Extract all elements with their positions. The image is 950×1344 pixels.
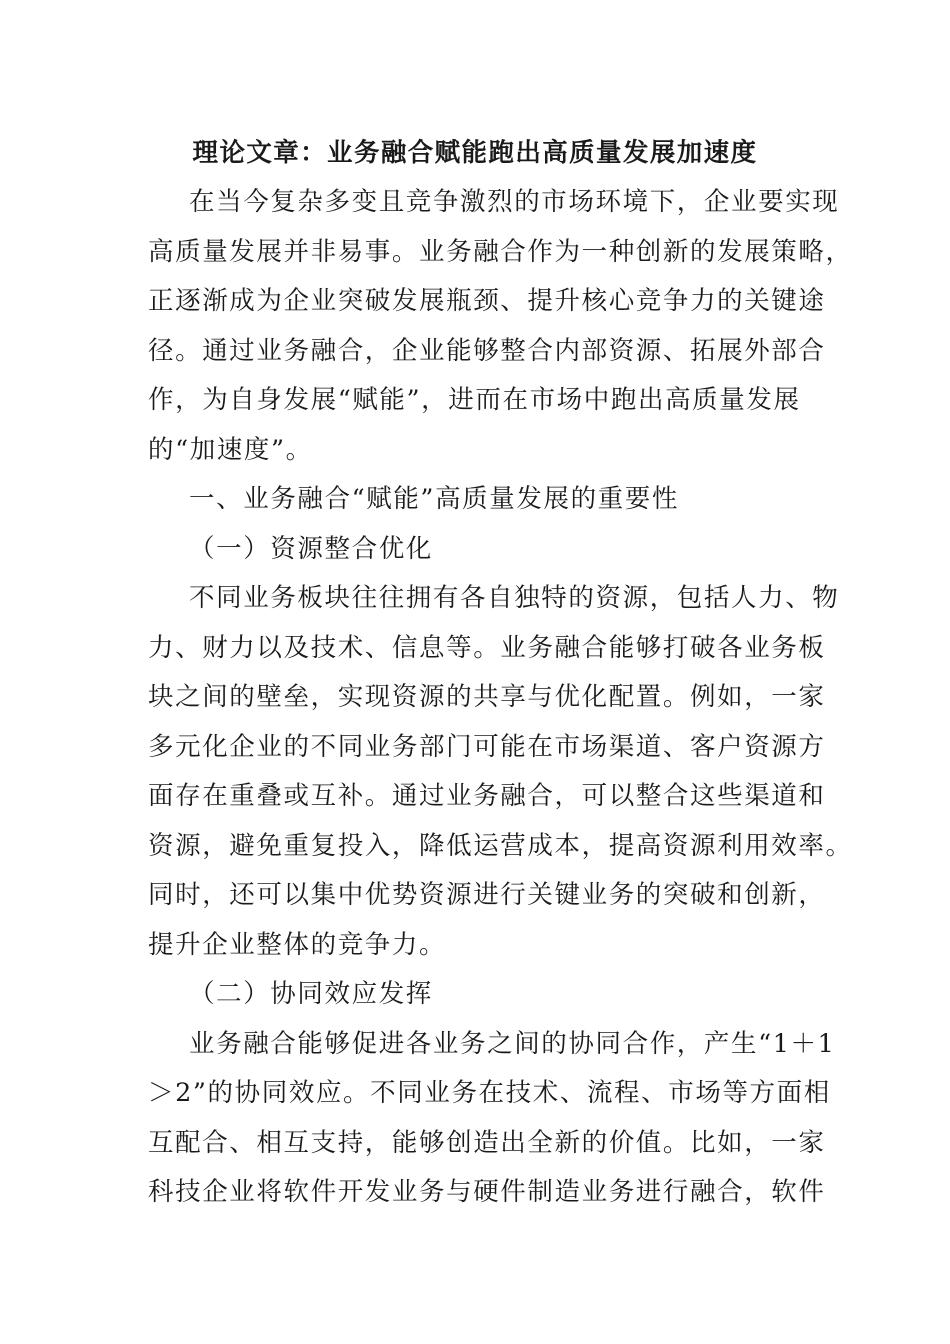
- text-line: 高质量发展并非易事。业务融合作为一种创新的发展策略，: [148, 236, 853, 267]
- text-line: 面存在重叠或互补。通过业务融合，可以整合这些渠道和: [148, 781, 826, 811]
- subsection-1-paragraph: [148, 574, 853, 970]
- text-line: ＞2”的协同效应。不同业务在技术、流程、市场等方面相: [148, 1078, 831, 1108]
- subsection-heading-1: （一）资源整合优化: [189, 533, 433, 564]
- text-line: 作，为自身发展“赋能”，进而在市场中跑出高质量发展: [148, 385, 801, 415]
- subsection-2-paragraph: [148, 1020, 836, 1218]
- text-line: 同时，还可以集中优势资源进行关键业务的突破和创新，: [148, 880, 826, 910]
- text-line: 提升企业整体的竞争力。: [148, 929, 447, 960]
- intro-paragraph: [148, 178, 853, 475]
- text-line: 在当今复杂多变且竞争激烈的市场环境下，企业要实现: [189, 187, 840, 217]
- document-title: 理论文章：业务融合赋能跑出高质量发展加速度: [192, 138, 758, 168]
- document-body: [148, 130, 853, 1218]
- text-line: 业务融合能够促进各业务之间的协同合作，产生“1＋1: [189, 1028, 836, 1059]
- text-line: 块之间的壁垒，实现资源的共享与优化配置。例如，一家: [148, 682, 826, 712]
- text-line: 力、财力以及技术、信息等。业务融合能够打破各业务板: [148, 632, 826, 663]
- text-line: 科技企业将软件开发业务与硬件制造业务进行融合，软件: [148, 1177, 826, 1207]
- section-heading-1: 一、业务融合“赋能”高质量发展的重要性: [189, 484, 679, 514]
- text-line: 资源，避免重复投入，降低运营成本，提高资源利用效率。: [148, 830, 853, 861]
- subsection-heading-2: （二）协同效应发挥: [189, 979, 433, 1009]
- text-line: 多元化企业的不同业务部门可能在市场渠道、客户资源方: [148, 731, 826, 762]
- text-line: 互配合、相互支持，能够创造出全新的价值。比如，一家: [148, 1127, 826, 1158]
- text-line: 的“加速度”。: [148, 434, 313, 465]
- text-line: 正逐渐成为企业突破发展瓶颈、提升核心竞争力的关键途: [148, 286, 826, 316]
- text-line: 径。通过业务融合，企业能够整合内部资源、拓展外部合: [148, 335, 826, 366]
- text-line: 不同业务板块往往拥有各自独特的资源，包括人力、物: [189, 583, 840, 613]
